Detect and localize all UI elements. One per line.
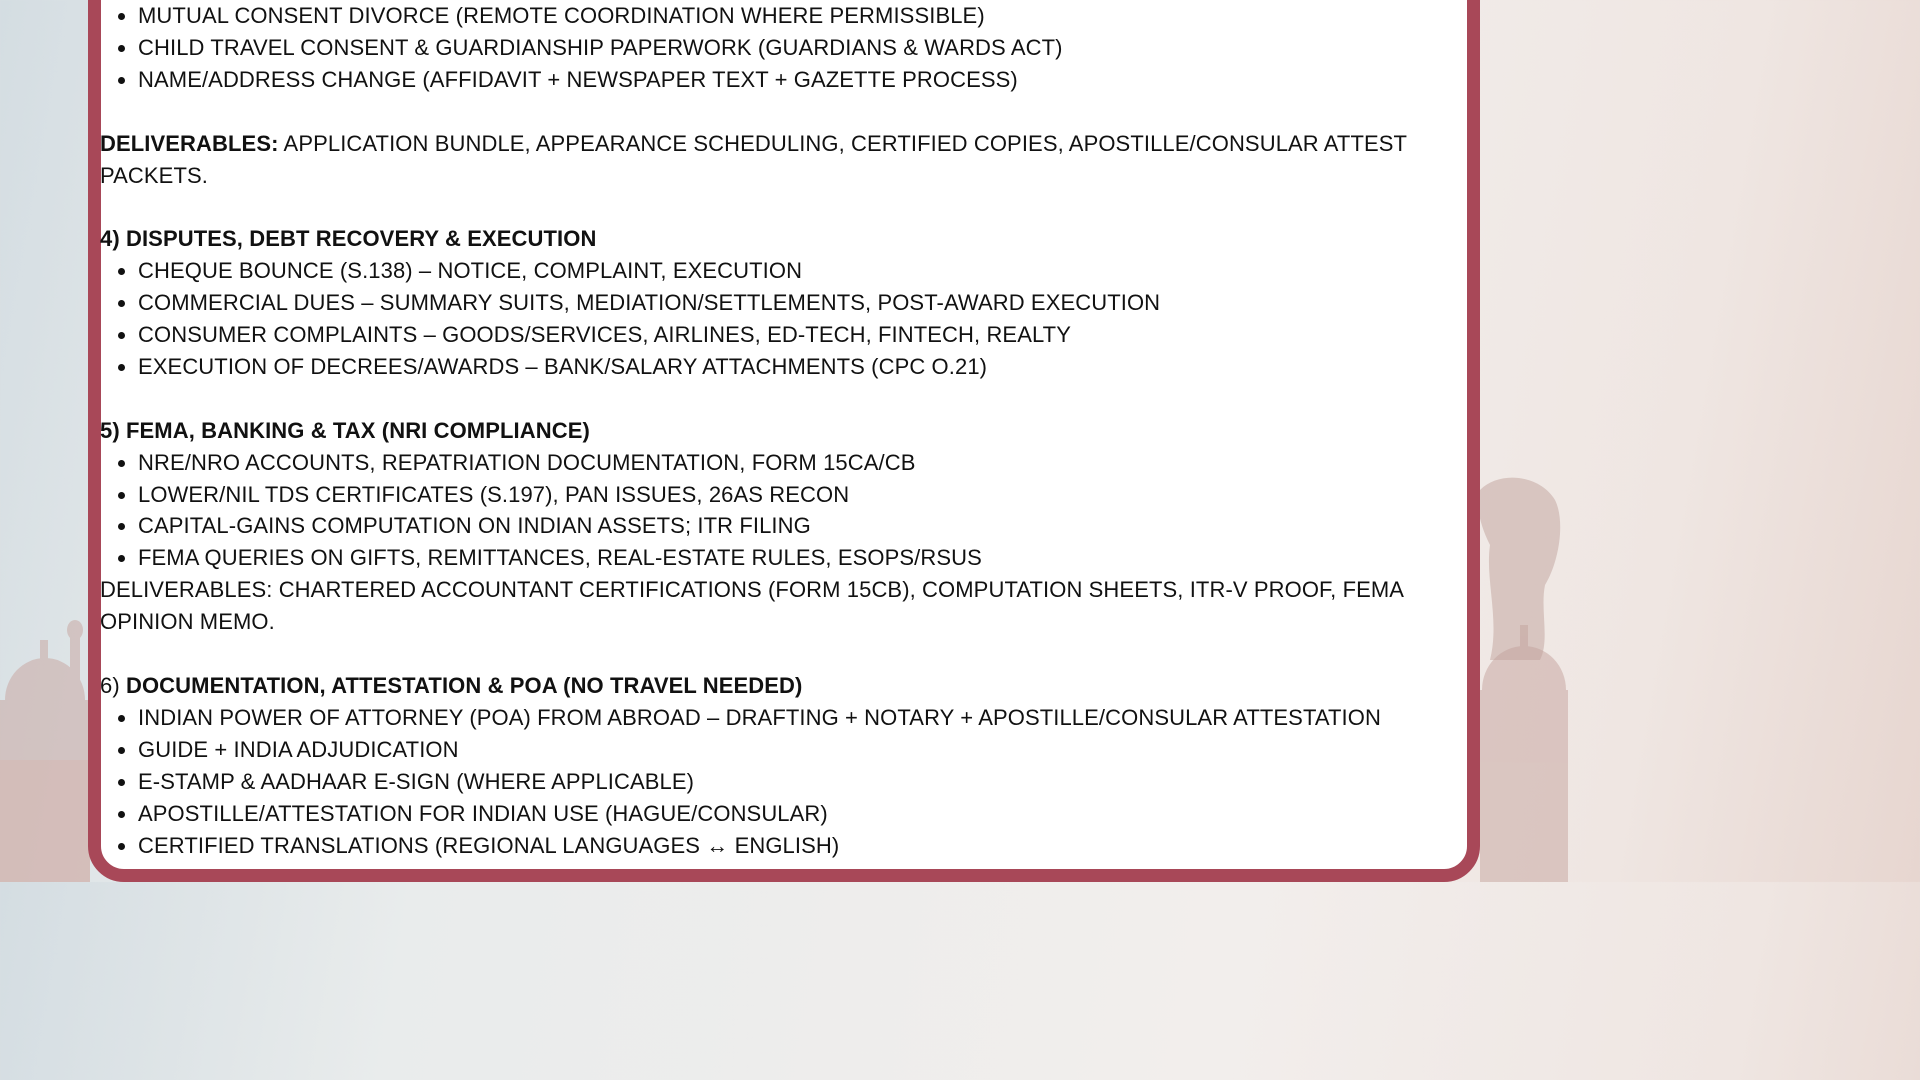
list-item: • CHILD TRAVEL CONSENT & GUARDIANSHIP PAPERWORK (GUARDIANS & WARDS ACT) bbox=[138, 32, 1460, 64]
deliverables-text: APPLICATION BUNDLE, APPEARANCE SCHEDULING, CERTIFIED COPIES, APOSTILLE/CONSULAR ATTEST PACKETS. bbox=[100, 130, 1407, 188]
list-item: • CAPITAL-GAINS COMPUTATION ON INDIAN ASSETS; ITR FILING bbox=[138, 510, 1460, 542]
list-item: • INDIAN POWER OF ATTORNEY (POA) FROM ABROAD – DRAFTING + NOTARY + APOSTILLE/CONSULAR ATTESTATION bbox=[138, 702, 1460, 734]
section6-heading-line bbox=[100, 670, 1460, 702]
list-item: • COMMERCIAL DUES – SUMMARY SUITS, MEDIATION/SETTLEMENTS, POST-AWARD EXECUTION bbox=[138, 287, 1460, 319]
deliverables-label: DELIVERABLES: bbox=[100, 130, 279, 156]
section3-list bbox=[100, 0, 1460, 96]
list-item: • CERTIFIED TRANSLATIONS (REGIONAL LANGUAGES ↔ ENGLISH) bbox=[138, 830, 1460, 862]
spacer bbox=[100, 383, 1460, 415]
section6-number: 6) bbox=[100, 672, 126, 698]
section6-list bbox=[100, 702, 1460, 862]
section5-heading: 5) FEMA, BANKING & TAX (NRI COMPLIANCE) bbox=[100, 417, 590, 443]
section5-list bbox=[100, 447, 1460, 575]
list-item: • GUIDE + INDIA ADJUDICATION bbox=[138, 734, 1460, 766]
list-item: • APOSTILLE/ATTESTATION FOR INDIAN USE (HAGUE/CONSULAR) bbox=[138, 798, 1460, 830]
section5-deliverables: DELIVERABLES: CHARTERED ACCOUNTANT CERTIFICATIONS (FORM 15CB), COMPUTATION SHEETS, ITR-V PROOF, FEMA OPINION MEMO. bbox=[100, 577, 1403, 635]
list-item: • NAME/ADDRESS CHANGE (AFFIDAVIT + NEWSPAPER TEXT + GAZETTE PROCESS) bbox=[138, 64, 1460, 96]
section6-heading: DOCUMENTATION, ATTESTATION & POA (NO TRAVEL NEEDED) bbox=[125, 672, 803, 698]
spacer bbox=[100, 191, 1460, 223]
spacer bbox=[100, 638, 1460, 670]
list-item: • FEMA QUERIES ON GIFTS, REMITTANCES, REAL-ESTATE RULES, ESOPS/RSUS bbox=[138, 542, 1460, 574]
list-item: • CHEQUE BOUNCE (S.138) – NOTICE, COMPLAINT, EXECUTION bbox=[138, 255, 1460, 287]
spacer bbox=[100, 96, 1460, 128]
section3-deliverables bbox=[100, 128, 1460, 192]
section4-list bbox=[100, 255, 1460, 383]
list-item: • E-STAMP & AADHAAR E-SIGN (WHERE APPLICABLE) bbox=[138, 766, 1460, 798]
list-item: • MUTUAL CONSENT DIVORCE (REMOTE COORDINATION WHERE PERMISSIBLE) bbox=[138, 0, 1460, 32]
list-item: • EXECUTION OF DECREES/AWARDS – BANK/SALARY ATTACHMENTS (CPC O.21) bbox=[138, 351, 1460, 383]
list-item: • LOWER/NIL TDS CERTIFICATES (S.197), PAN ISSUES, 26AS RECON bbox=[138, 479, 1460, 511]
document-content bbox=[100, 0, 1460, 861]
list-item: • NRE/NRO ACCOUNTS, REPATRIATION DOCUMENTATION, FORM 15CA/CB bbox=[138, 447, 1460, 479]
section4-heading: 4) DISPUTES, DEBT RECOVERY & EXECUTION bbox=[100, 226, 597, 252]
list-item: • CONSUMER COMPLAINTS – GOODS/SERVICES, AIRLINES, ED-TECH, FINTECH, REALTY bbox=[138, 319, 1460, 351]
